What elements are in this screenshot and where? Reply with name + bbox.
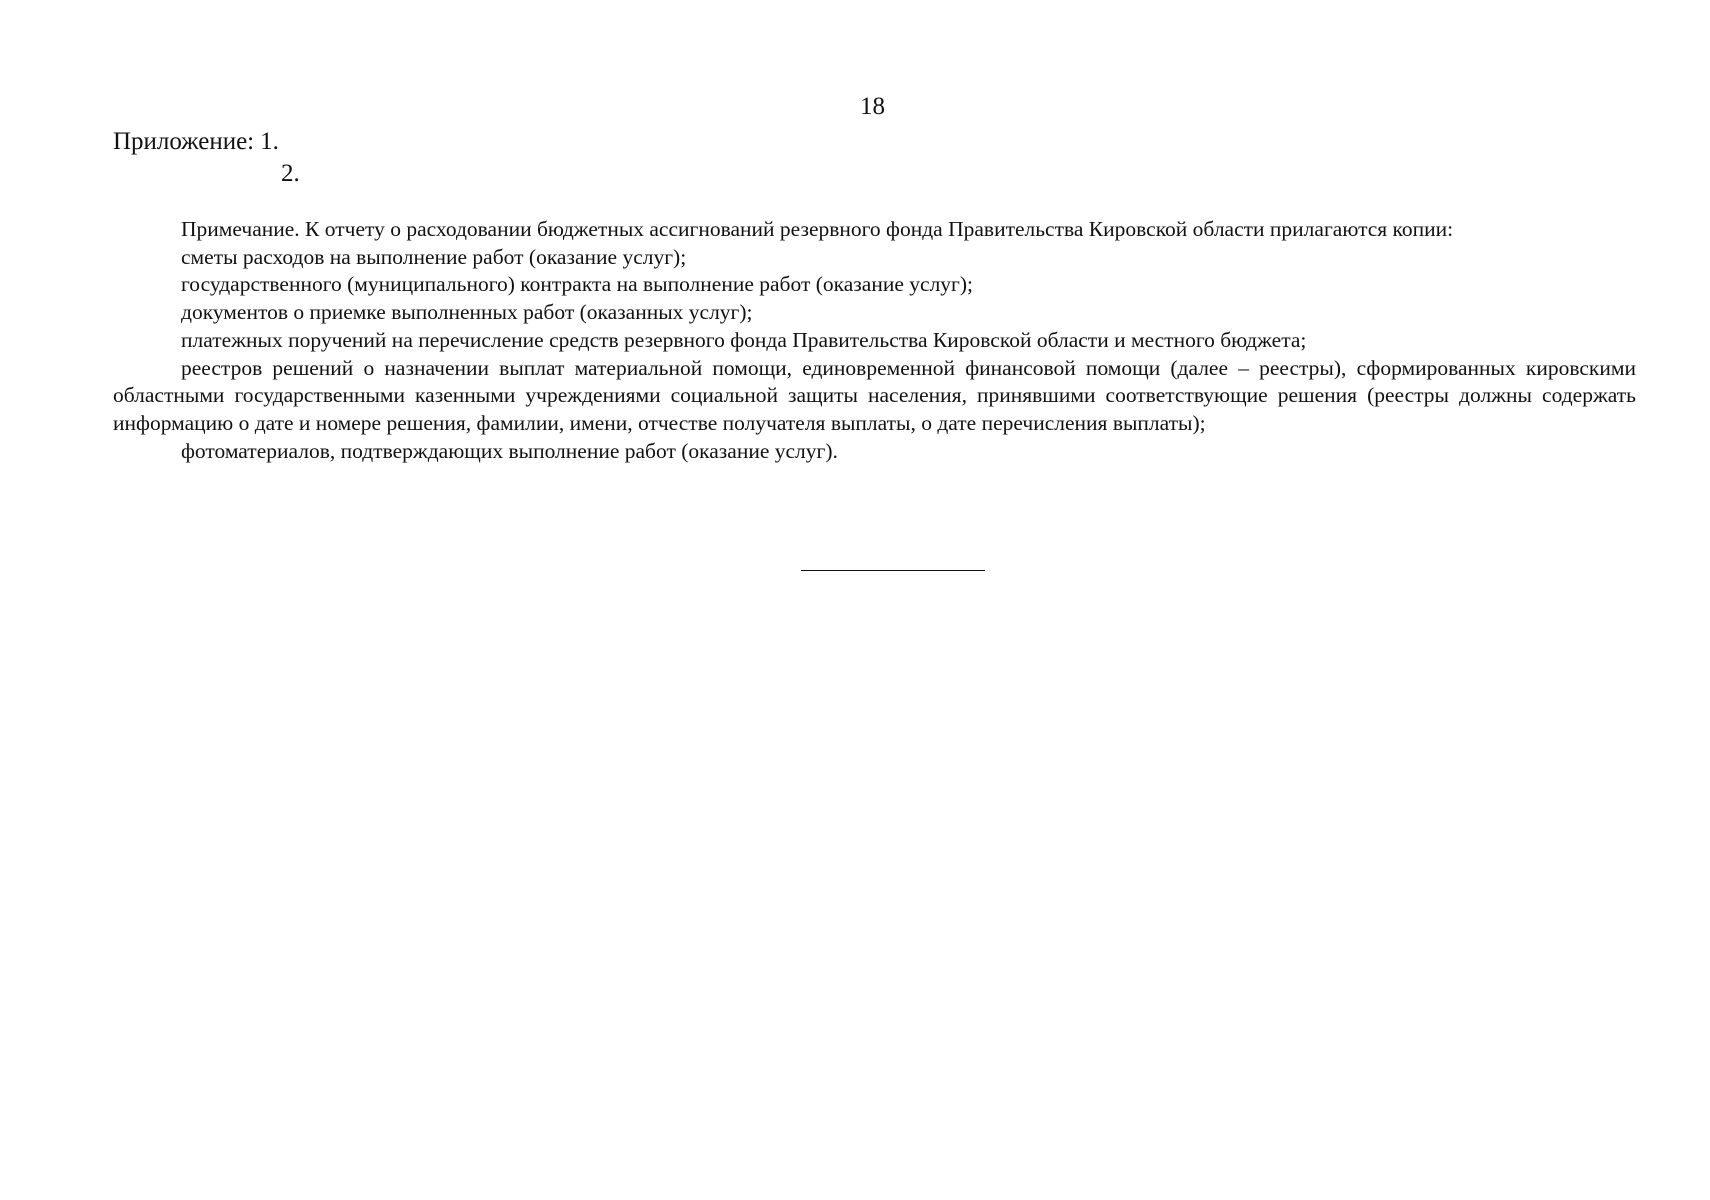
attachment-number: 2. (281, 160, 300, 187)
attachments-label: Приложение: (113, 128, 255, 155)
note-item: фотоматериалов, подтверждающих выполнение работ (оказание услуг). (181, 438, 838, 463)
attachment-row (113, 126, 279, 158)
note-item: платежных поручений на перечисление средств резервного фонда Правительства Кировской области и местного бюджета; (181, 327, 1307, 352)
end-rule (801, 570, 985, 571)
note-item: документов о приемке выполненных работ (оказанных услуг); (181, 300, 753, 325)
page-number: 18 (860, 93, 885, 120)
attachment-row (113, 158, 300, 190)
note-item: реестров решений о назначении выплат материальной помощи, единовременной финансовой помощи (далее – реестры), сформированных кировскими областными государственными казенными учреждениями социальной защиты населения, принявшими соответствующие решения (реестры должны содержать информацию о дате и номере решения, фамилии, имени, отчестве получателя выплаты, о дате перечисления выплаты); (113, 355, 1636, 435)
note-item: государственного (муниципального) контракта на выполнение работ (оказание услуг); (181, 272, 973, 297)
attachment-number: 1. (260, 128, 279, 155)
note-block (113, 216, 1636, 465)
note-item: сметы расходов на выполнение работ (оказание услуг); (181, 244, 687, 269)
attachments-block (113, 126, 300, 190)
note-intro: Примечание. К отчету о расходовании бюджетных ассигнований резервного фонда Правительства Кировской области прилагаются копии: (181, 217, 1454, 241)
